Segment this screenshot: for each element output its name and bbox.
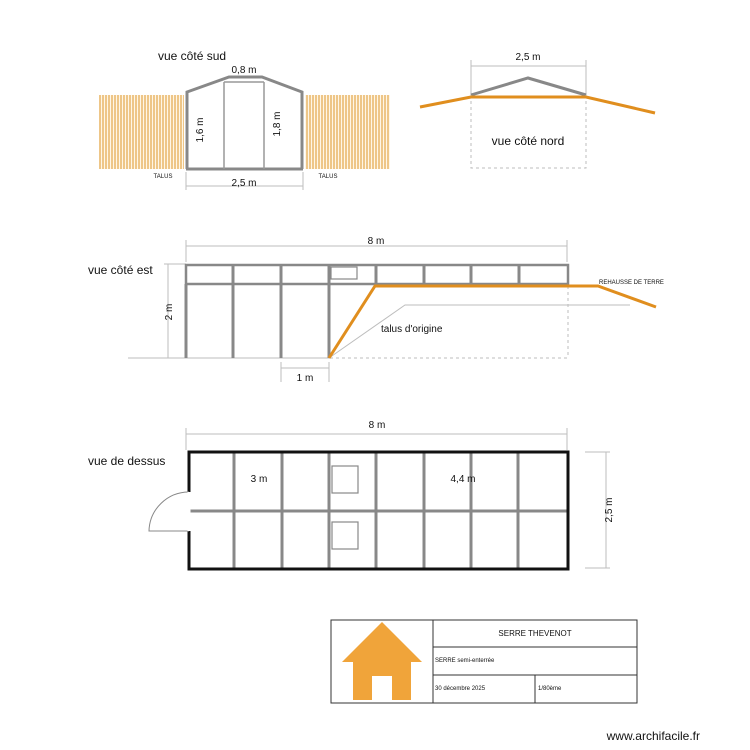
north-view	[420, 52, 655, 168]
top-width-dimension: 2,5 m	[604, 497, 615, 523]
east-view-title: vue côté est	[88, 263, 153, 277]
east-original-slope-label: talus d'origine	[381, 324, 443, 335]
top-vent-upper	[332, 466, 358, 493]
south-width-dimension: 2,5 m	[231, 178, 257, 189]
east-raised-earth-label: REHAUSSE DE TERRE	[599, 280, 664, 286]
east-height-dimension: 2 m	[164, 303, 175, 321]
east-view	[88, 236, 664, 384]
title-block-description: SERRE semi-enterrée	[435, 658, 495, 664]
east-length-dimension: 8 m	[367, 236, 385, 247]
title-block	[331, 620, 637, 703]
top-view	[88, 420, 615, 569]
top-vent-lower	[332, 522, 358, 549]
south-talus-right	[305, 95, 390, 169]
south-view-title: vue côté sud	[158, 49, 227, 63]
east-offset-dimension: 1 m	[296, 373, 314, 384]
top-section-a-dimension: 3 m	[250, 474, 268, 485]
east-original-slope-line	[329, 305, 630, 358]
east-roof-purlins	[233, 265, 519, 284]
east-wall-posts	[186, 284, 329, 358]
title-block-project: SERRE THEVENOT	[498, 629, 572, 638]
south-ridge-dimension: 0,8 m	[231, 65, 257, 76]
north-width-dimension: 2,5 m	[515, 52, 541, 63]
south-talus-left-label: TALUS	[153, 174, 173, 180]
north-buried-outline	[471, 95, 586, 168]
east-raised-earth-line	[329, 286, 656, 358]
east-roof-vent	[331, 267, 357, 279]
title-block-date: 30 décembre 2025	[435, 686, 486, 692]
top-length-dimension: 8 m	[368, 420, 386, 431]
top-section-b-dimension: 4,4 m	[450, 474, 476, 485]
watermark: www.archifacile.fr	[606, 729, 700, 743]
north-raised-earth-line	[420, 97, 655, 113]
south-talus-right-label: TALUS	[318, 174, 338, 180]
north-view-title: vue côté nord	[491, 134, 565, 148]
south-view	[99, 49, 390, 190]
top-view-title: vue de dessus	[88, 454, 166, 468]
north-roof-outline	[471, 78, 586, 95]
south-talus-left	[99, 95, 184, 169]
south-wall-height-dimension: 1,8 m	[272, 111, 283, 137]
top-door-swing	[149, 492, 189, 531]
south-door-height-dimension: 1,6 m	[195, 117, 206, 143]
title-block-scale: 1/80ème	[538, 686, 562, 692]
